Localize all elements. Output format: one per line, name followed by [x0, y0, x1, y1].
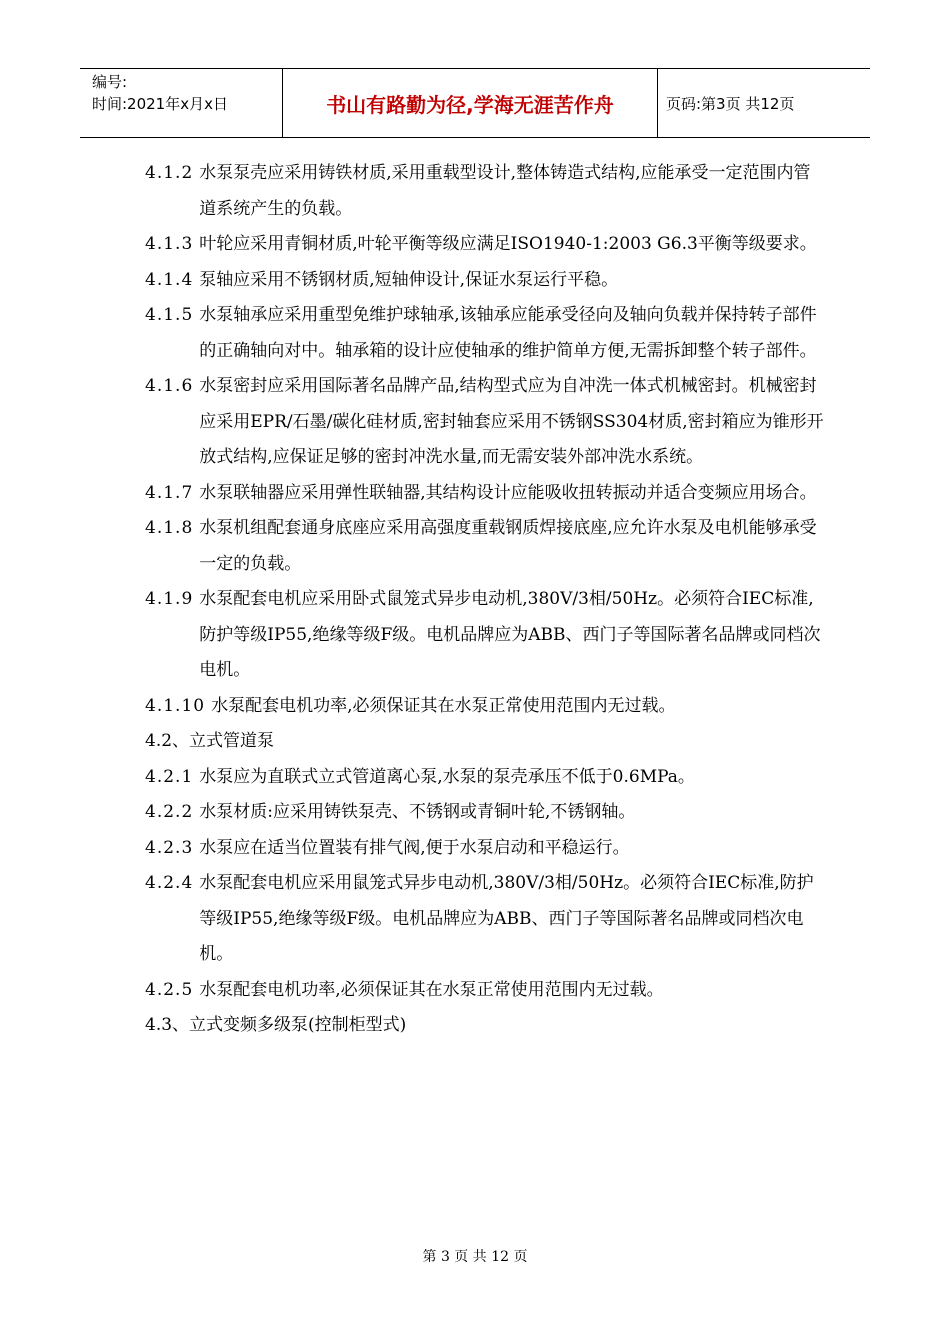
clause-4-1-10 — [145, 689, 825, 725]
clause-number: 4.2.2 — [145, 802, 194, 822]
clause-number: 4.2.5 — [145, 979, 194, 1000]
clause-text: 水泵应为直联式立式管道离心泵,水泵的泵壳承压不低于0.6MPa。 — [199, 766, 695, 787]
clause-4-1-4 — [145, 263, 825, 299]
clause-text: 水泵机组配套通身底座应采用高强度重载钢质焊接底座,应允许水泵及电机能够承受一定的负载。 — [199, 518, 817, 574]
clause-4-1-3 — [145, 227, 825, 263]
clause-text: 水泵泵壳应采用铸铁材质,采用重载型设计,整体铸造式结构,应能承受一定范围内管道系统产生的负载。 — [199, 163, 811, 219]
clause-4-2-5 — [145, 973, 825, 1009]
time-label: 时间:2021年x月x日 — [92, 95, 228, 113]
clause-4-1-5 — [145, 298, 825, 369]
page-footer: 第 3 页 共 12 页 — [422, 1249, 528, 1265]
clause-number: 4.1.9 — [145, 589, 194, 609]
clause-text: 水泵轴承应采用重型免维护球轴承,该轴承应能承受径向及轴向负载并保持转子部件的正确轴向对中。轴承箱的设计应使轴承的维护简单方便,无需拆卸整个转子部件。 — [199, 305, 817, 361]
header-motto: 书山有路勤为径,学海无涯苦作舟 — [282, 69, 658, 137]
clause-number: 4.1.4 — [145, 269, 194, 290]
clause-4-1-8 — [145, 511, 825, 582]
clause-text: 水泵材质:应采用铸铁泵壳、不锈钢或青铜叶轮,不锈钢轴。 — [199, 802, 636, 822]
clause-number: 4.1.6 — [145, 376, 194, 396]
header-page-code: 页码:第3页 共12页 — [666, 94, 795, 113]
clause-number: 4.1.7 — [145, 482, 194, 503]
clause-number: 4.1.5 — [145, 305, 194, 325]
header-meta — [80, 69, 282, 137]
clause-text: 泵轴应采用不锈钢材质,短轴伸设计,保证水泵运行平稳。 — [199, 269, 619, 290]
clause-text: 水泵配套电机功率,必须保证其在水泵正常使用范围内无过载。 — [199, 979, 664, 1000]
clause-4-2-3 — [145, 831, 825, 867]
number-label: 编号: — [92, 73, 128, 91]
clause-4-1-9 — [145, 582, 825, 689]
clause-4-2-2 — [145, 795, 825, 831]
clause-text: 叶轮应采用青铜材质,叶轮平衡等级应满足ISO1940-1:2003 G6.3平衡等级要求。 — [199, 234, 817, 254]
clause-text: 水泵配套电机应采用卧式鼠笼式异步电动机,380V/3相/50Hz。必须符合IEC标准,防护等级IP55,绝缘等级F级。电机品牌应为ABB、西门子等国际著名品牌或同档次电机。 — [199, 589, 821, 680]
clause-number: 4.1.10 — [145, 695, 206, 716]
clause-number: 4.2.1 — [145, 766, 194, 787]
clause-4-1-6 — [145, 369, 825, 476]
clause-text: 水泵密封应采用国际著名品牌产品,结构型式应为自冲洗一体式机械密封。机械密封应采用EPR/石墨/碳化硅材质,密封轴套应采用不锈钢SS304材质,密封箱应为锥形开放式结构,应保证足够的密封冲洗水量,而无需安装外部冲洗水系统。 — [199, 376, 824, 467]
clause-4-2-1 — [145, 760, 825, 796]
section-heading-4-2: 4.2、立式管道泵 — [145, 731, 275, 751]
clause-text: 水泵应在适当位置装有排气阀,便于水泵启动和平稳运行。 — [199, 837, 630, 858]
clause-4-1-7 — [145, 476, 825, 512]
clause-number: 4.1.2 — [145, 163, 194, 183]
clause-number: 4.1.3 — [145, 234, 194, 254]
clause-number: 4.2.3 — [145, 837, 194, 858]
clause-4-2-4 — [145, 866, 825, 973]
clause-number: 4.2.4 — [145, 873, 194, 893]
document-header — [80, 68, 870, 138]
clause-text: 水泵配套电机功率,必须保证其在水泵正常使用范围内无过载。 — [211, 695, 676, 716]
document-body — [145, 156, 825, 1044]
clause-text: 水泵联轴器应采用弹性联轴器,其结构设计应能吸收扭转振动并适合变频应用场合。 — [199, 482, 817, 503]
section-heading-4-3: 4.3、立式变频多级泵(控制柜型式) — [145, 1015, 407, 1035]
clause-number: 4.1.8 — [145, 518, 194, 538]
clause-text: 水泵配套电机应采用鼠笼式异步电动机,380V/3相/50Hz。必须符合IEC标准,防护等级IP55,绝缘等级F级。电机品牌应为ABB、西门子等国际著名品牌或同档次电机。 — [199, 873, 814, 964]
clause-4-1-2 — [145, 156, 825, 227]
